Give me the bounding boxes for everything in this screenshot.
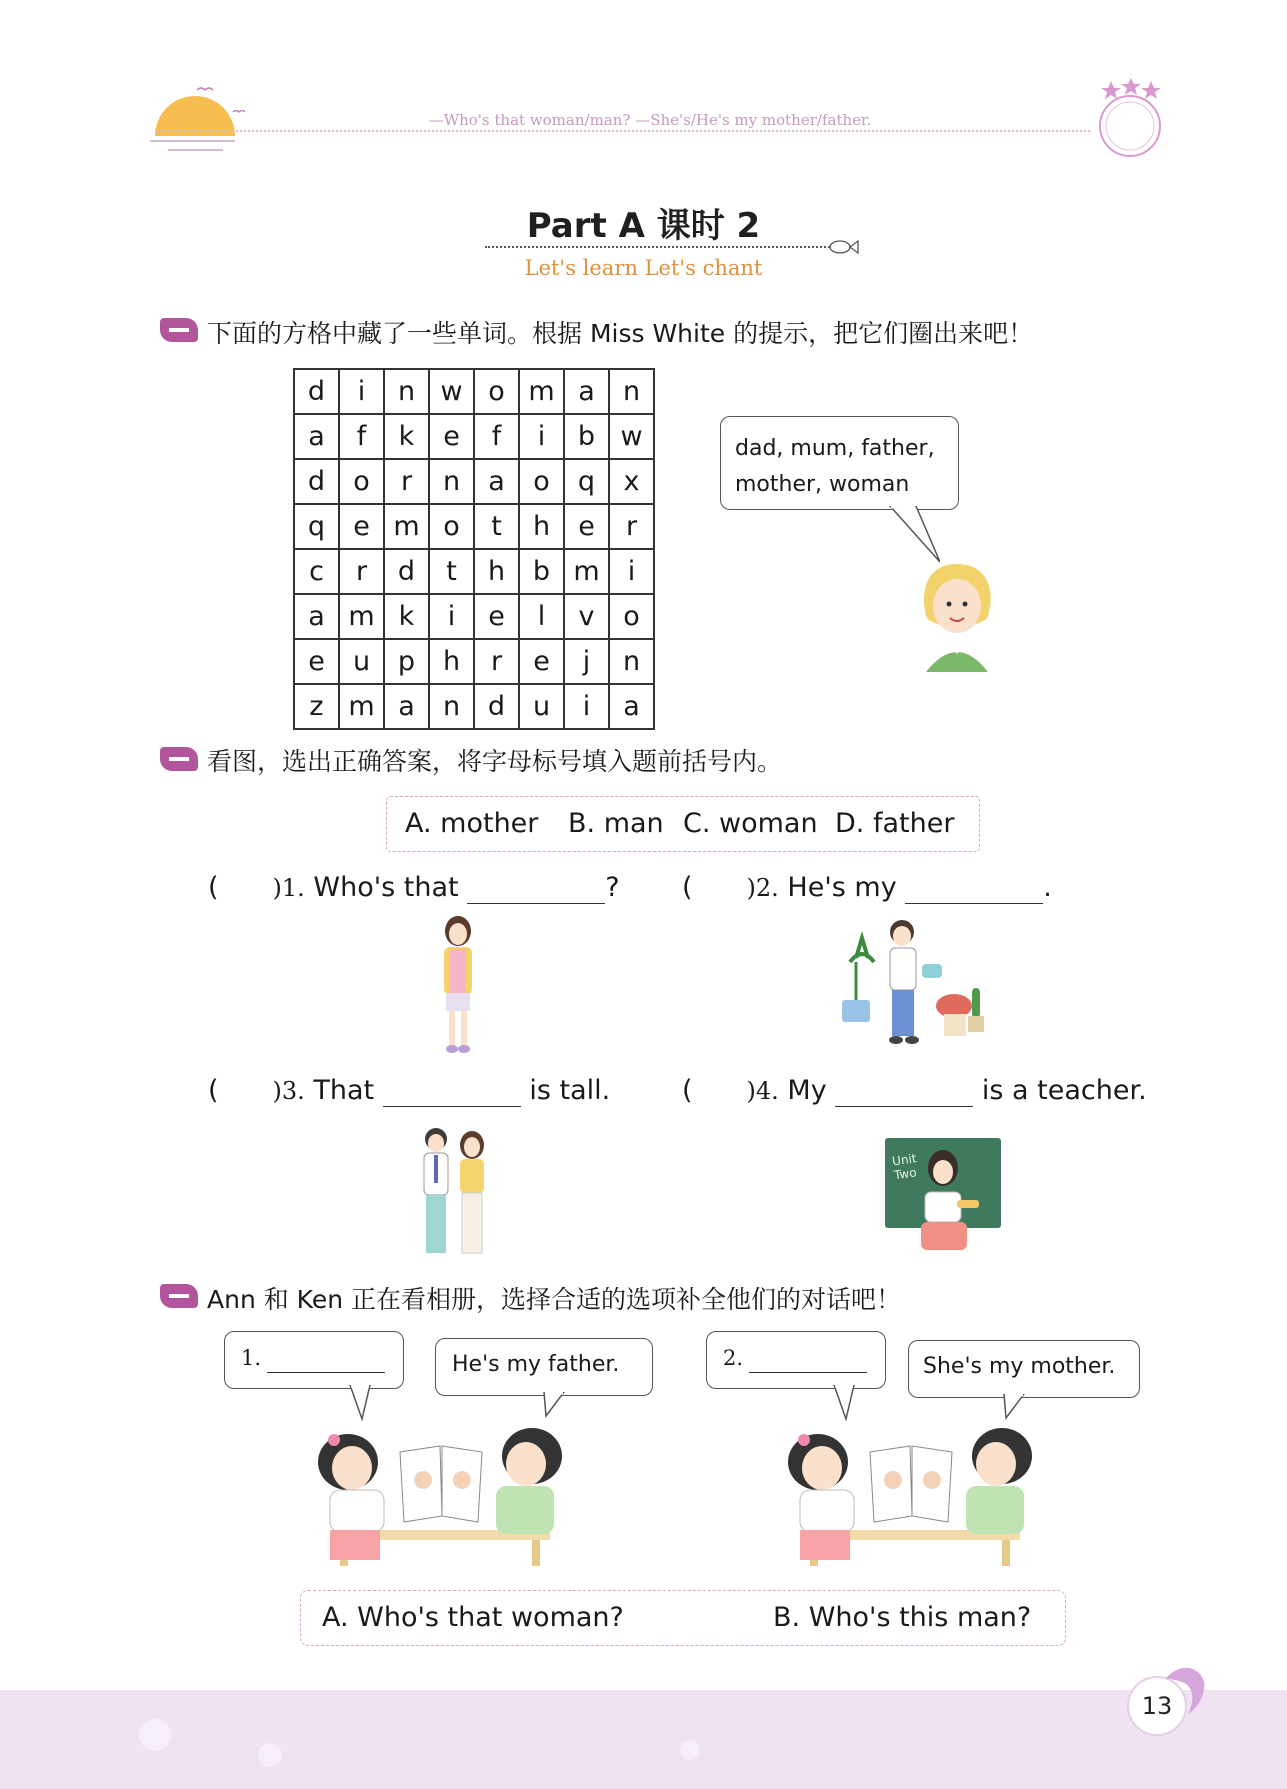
question-number: )1. bbox=[272, 874, 305, 902]
grid-cell[interactable]: a bbox=[609, 684, 654, 729]
grid-cell[interactable]: d bbox=[474, 684, 519, 729]
grid-cell[interactable]: w bbox=[609, 414, 654, 459]
grid-cell[interactable]: o bbox=[474, 369, 519, 414]
grid-cell[interactable]: i bbox=[429, 594, 474, 639]
speech-bubble-question-2 bbox=[706, 1331, 886, 1389]
ann-and-ken-album-scene-2 bbox=[770, 1418, 1050, 1568]
section-2-instruction: 看图，选出正确答案，将字母标号填入题前括号内。 bbox=[207, 747, 783, 776]
grid-row bbox=[294, 639, 654, 684]
option-c: C. woman bbox=[683, 808, 818, 839]
grid-cell[interactable]: w bbox=[429, 369, 474, 414]
grid-cell[interactable]: k bbox=[384, 414, 429, 459]
teacher-figure-image bbox=[895, 1146, 995, 1256]
man-watering-plants-image bbox=[836, 918, 986, 1053]
answer-paren-open[interactable]: ( bbox=[682, 872, 693, 903]
fill-blank[interactable] bbox=[905, 872, 1043, 904]
grid-cell[interactable]: n bbox=[384, 369, 429, 414]
hint-speech-bubble bbox=[720, 416, 959, 510]
grid-cell[interactable]: c bbox=[294, 549, 339, 594]
grid-cell[interactable]: n bbox=[429, 684, 474, 729]
section-3-instruction: Ann 和 Ken 正在看相册，选择合适的选项补全他们的对话吧！ bbox=[207, 1285, 902, 1314]
grid-cell[interactable]: o bbox=[519, 459, 564, 504]
question-text: is tall. bbox=[529, 1075, 611, 1106]
question-text: . bbox=[1043, 872, 1052, 903]
grid-cell[interactable]: o bbox=[609, 594, 654, 639]
grid-cell[interactable]: h bbox=[429, 639, 474, 684]
question-2 bbox=[682, 872, 1052, 904]
bubble-tail bbox=[832, 1385, 862, 1421]
title-underline bbox=[485, 246, 830, 248]
question-text: ? bbox=[605, 872, 620, 903]
fill-blank[interactable] bbox=[267, 1346, 385, 1373]
sun-underline bbox=[150, 140, 235, 142]
hint-line: dad, mum, father, bbox=[735, 436, 935, 461]
grid-cell[interactable]: u bbox=[339, 639, 384, 684]
grid-cell[interactable]: l bbox=[519, 594, 564, 639]
miss-white-avatar bbox=[912, 560, 1002, 675]
grid-cell[interactable]: x bbox=[609, 459, 654, 504]
answer-paren-open[interactable]: ( bbox=[682, 1075, 693, 1106]
grid-row bbox=[294, 684, 654, 729]
fill-blank[interactable] bbox=[467, 872, 605, 904]
bubble-tail bbox=[880, 506, 940, 566]
grid-cell[interactable]: i bbox=[609, 549, 654, 594]
dialog-reply: She's my mother. bbox=[923, 1354, 1116, 1379]
grid-cell[interactable]: a bbox=[294, 594, 339, 639]
grid-cell[interactable]: z bbox=[294, 684, 339, 729]
question-number: )2. bbox=[746, 874, 779, 902]
grid-cell[interactable]: o bbox=[429, 504, 474, 549]
grid-cell[interactable]: m bbox=[339, 594, 384, 639]
grid-cell[interactable]: b bbox=[564, 414, 609, 459]
grid-cell[interactable]: d bbox=[294, 369, 339, 414]
ann-and-ken-album-scene-1 bbox=[300, 1418, 580, 1568]
grid-cell[interactable]: e bbox=[519, 639, 564, 684]
option-d: D. father bbox=[835, 808, 955, 839]
grid-row bbox=[294, 459, 654, 504]
speech-bubble-reply-1 bbox=[435, 1338, 653, 1396]
grid-cell[interactable]: j bbox=[564, 639, 609, 684]
bubble-tail bbox=[348, 1385, 378, 1421]
question-4 bbox=[682, 1075, 1147, 1107]
grid-cell[interactable]: v bbox=[564, 594, 609, 639]
question-text: That bbox=[313, 1075, 375, 1106]
option-b: B. man bbox=[568, 808, 664, 839]
grid-cell[interactable]: i bbox=[519, 414, 564, 459]
grid-row bbox=[294, 504, 654, 549]
hint-line: mother, woman bbox=[735, 472, 910, 497]
question-text: is a teacher. bbox=[981, 1075, 1147, 1106]
speech-bubble-question-1 bbox=[224, 1331, 404, 1389]
grid-cell[interactable]: p bbox=[384, 639, 429, 684]
lesson-subtitle: Let's learn Let's chant bbox=[524, 256, 763, 280]
grid-cell[interactable]: r bbox=[474, 639, 519, 684]
grid-cell[interactable]: h bbox=[474, 549, 519, 594]
grid-cell[interactable]: m bbox=[519, 369, 564, 414]
question-number: )3. bbox=[272, 1077, 305, 1105]
fill-blank[interactable] bbox=[383, 1075, 521, 1107]
man-and-woman-image bbox=[412, 1125, 502, 1265]
question-3 bbox=[208, 1075, 610, 1107]
dialog-reply: He's my father. bbox=[452, 1352, 620, 1377]
page-title: Part A 课时 2 bbox=[526, 206, 761, 246]
dialog-number: 1. bbox=[241, 1346, 262, 1370]
question-1 bbox=[208, 872, 620, 904]
header-divider bbox=[155, 130, 1090, 132]
blackboard-text: Unit Two bbox=[891, 1151, 918, 1183]
bubble-tail bbox=[1000, 1394, 1030, 1420]
grid-cell[interactable]: e bbox=[429, 414, 474, 459]
grid-cell[interactable]: e bbox=[294, 639, 339, 684]
grid-cell[interactable]: m bbox=[339, 684, 384, 729]
page-number: 13 bbox=[1127, 1676, 1187, 1736]
grid-cell[interactable]: d bbox=[294, 459, 339, 504]
fill-blank[interactable] bbox=[749, 1346, 867, 1373]
grid-cell[interactable]: q bbox=[564, 459, 609, 504]
choice-b: B. Who's this man? bbox=[773, 1602, 1032, 1633]
section-1-instruction: 下面的方格中藏了一些单词。根据 Miss White 的提示，把它们圈出来吧！ bbox=[207, 319, 1034, 348]
grid-cell[interactable]: a bbox=[294, 414, 339, 459]
grid-cell[interactable]: t bbox=[474, 504, 519, 549]
grid-cell[interactable]: m bbox=[564, 549, 609, 594]
grid-cell[interactable]: u bbox=[519, 684, 564, 729]
word-search-grid bbox=[293, 368, 655, 730]
grid-cell[interactable]: a bbox=[564, 369, 609, 414]
publisher-seal-icon bbox=[1088, 78, 1168, 168]
grid-cell[interactable]: i bbox=[339, 369, 384, 414]
grid-cell[interactable]: b bbox=[519, 549, 564, 594]
grid-row bbox=[294, 549, 654, 594]
grid-cell[interactable]: f bbox=[474, 414, 519, 459]
footer-bubbles-decoration bbox=[130, 1700, 1030, 1780]
grid-cell[interactable]: r bbox=[339, 549, 384, 594]
question-number: )4. bbox=[746, 1077, 779, 1105]
grid-cell[interactable]: m bbox=[384, 504, 429, 549]
grid-cell[interactable]: n bbox=[609, 639, 654, 684]
grid-cell[interactable]: e bbox=[564, 504, 609, 549]
grid-cell[interactable]: d bbox=[384, 549, 429, 594]
question-text: My bbox=[787, 1075, 827, 1106]
answer-paren-open[interactable]: ( bbox=[208, 872, 219, 903]
grid-cell[interactable]: t bbox=[429, 549, 474, 594]
choice-a: A. Who's that woman? bbox=[322, 1602, 624, 1633]
dolphin-icon bbox=[1160, 1662, 1210, 1722]
grid-cell[interactable]: e bbox=[339, 504, 384, 549]
question-text: He's my bbox=[787, 872, 897, 903]
grid-cell[interactable]: a bbox=[474, 459, 519, 504]
grid-cell[interactable]: q bbox=[294, 504, 339, 549]
section-1-badge bbox=[160, 318, 198, 342]
grid-cell[interactable]: h bbox=[519, 504, 564, 549]
grid-row bbox=[294, 594, 654, 639]
grid-cell[interactable]: i bbox=[564, 684, 609, 729]
grid-row bbox=[294, 414, 654, 459]
fill-blank[interactable] bbox=[835, 1075, 973, 1107]
section-3-badge bbox=[160, 1284, 198, 1308]
grid-cell[interactable]: n bbox=[429, 459, 474, 504]
question-text: Who's that bbox=[313, 872, 459, 903]
grid-cell[interactable]: a bbox=[384, 684, 429, 729]
option-a: A. mother bbox=[405, 808, 539, 839]
answer-paren-open[interactable]: ( bbox=[208, 1075, 219, 1106]
section-2-badge bbox=[160, 747, 198, 771]
birds-icon bbox=[195, 84, 255, 124]
dialog-number: 2. bbox=[723, 1346, 744, 1370]
fish-icon bbox=[826, 236, 860, 258]
grid-row bbox=[294, 369, 654, 414]
bubble-tail bbox=[540, 1392, 570, 1418]
grid-cell[interactable]: n bbox=[609, 369, 654, 414]
grid-cell[interactable]: f bbox=[339, 414, 384, 459]
grid-cell[interactable]: r bbox=[384, 459, 429, 504]
grid-cell[interactable]: e bbox=[474, 594, 519, 639]
sun-underline bbox=[168, 149, 223, 151]
grid-cell[interactable]: k bbox=[384, 594, 429, 639]
grid-cell[interactable]: r bbox=[609, 504, 654, 549]
speech-bubble-reply-2 bbox=[908, 1340, 1140, 1398]
running-title: —Who's that woman/man? —She's/He's my mother/father. bbox=[428, 111, 872, 129]
woman-figure-image bbox=[428, 915, 488, 1057]
grid-cell[interactable]: o bbox=[339, 459, 384, 504]
